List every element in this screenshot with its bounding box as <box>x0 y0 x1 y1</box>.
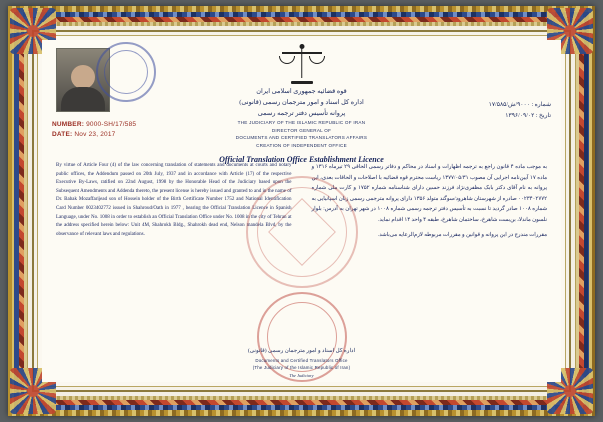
fa-date-label: تاریخ : <box>535 112 551 119</box>
footer-center-block <box>187 347 417 378</box>
header-fa-line-3: پروانه تأسیس دفتر ترجمه رسمی <box>257 110 346 118</box>
persian-paragraph-2: مقررات مندرج در این پروانه و قوانین و مقررات مربوطه لازم‌الرعایه می‌باشد. <box>377 232 547 239</box>
scales-of-justice-icon <box>279 44 325 84</box>
fa-date-value: ۱۳۹۶/۰۹/۰۲ <box>505 112 535 119</box>
number-label: NUMBER: <box>52 121 85 128</box>
document-footer <box>42 318 561 382</box>
footer-fa-office: اداره کل اسناد و امور مترجمان رسمی (قانونی) <box>247 348 356 355</box>
document-title: Official Translation Office Establishment Licence <box>219 155 384 165</box>
footer-en-line-1: Documents and Certified Translators Office <box>255 357 348 363</box>
header-center-block <box>187 44 417 164</box>
document-header <box>42 40 561 165</box>
date-value: Nov 23, 2017 <box>74 130 116 138</box>
header-en-line-2: DIRECTOR GENERAL OF <box>271 127 332 133</box>
english-body-column <box>42 160 302 318</box>
number-value: 9000-SH/17/585 <box>86 121 137 128</box>
persian-body-column <box>302 160 562 318</box>
footer-en-line-2: (The Judiciary of the Islamic Republic of Iran) <box>252 364 351 370</box>
header-right-meta <box>489 100 551 122</box>
fa-number-value: ۹۰۰۰/ش/۱۷/۵۸۵ <box>488 102 530 108</box>
footer-signature-text: The Judiciary <box>289 373 314 378</box>
header-en-line-3: DOCUMENTS AND CERTIFIED TRANSLATORS AFFAIRS <box>235 135 368 141</box>
english-paragraph: By virtue of Article Four (4) of the law concerning translation of statements and documents at courts and notary public offices, the Addendum passed on 20th July, 1937 and in accordance with Article (17) of the respective Executive By-Laws, ratified on 22nd August, 1998 by the Honorable Head of the Judiciary based upon the Subsequent Amendments and Addenda thereto, the present license is hereby issued and granted to and in the name of Dr. Babak Mozaffarijead son of Hossein holder of the Birth Certificate Number 1752 and National Identification Card Number 0023402772 issued in Shahroud/Oath in 1977 , bearing the Official Translation Licence in Spanish Language, under No. 1008 in order to establish an Official Translation Office under No. 1008 in the city of Tehran at the address specified herein below: Unit 4M, Shahrokh Bldg., Shahrokh dead end, Nelson mandela Blvd, by the observance of relevant laws and regulations. <box>56 163 292 237</box>
header-en-line-1: THE JUDICIARY OF THE ISLAMIC REPUBLIC OF IRAN <box>237 120 366 126</box>
certificate-document <box>8 6 595 416</box>
persian-paragraph-1: به موجب ماده ۴ قانون راجع به ترجمه اظهارات و اسناد در محاکم و دفاتر رسمی الحاقی ۲۹ تیرماه ۱۳۱۶ و ماده ۱۷ آیین‌نامه اجرایی آن مصوب ۱۳۷۷/۰۵/۳۱ ریاست محترم قوه قضائیه با اصلاحات و الحاقات بعدی، این پروانه به نام آقای دکتر بابک مظفری‌نژاد فرزند حسین دارای شناسنامه شماره ۱۷۵۲ و کارت ملی شماره ۰۰۲۳۴۰۲۷۷۲ صادره از شهرستان شاهرود/سوگند متولد ۱۳۵۶ دارای پروانه مترجمی رسمی زبان اسپانیایی به شماره ۱۰۰۸ صادر گردید تا نسبت به تأسیس دفتر ترجمه رسمی شماره ۱۰۰۸ در شهر تهران به آدرس: بلوار نلسون ماندلا، بن‌بست شاهرخ، ساختمان شاهرخ، طبقه ۴ واحد ۱۴ اقدام نماید. <box>311 164 548 223</box>
photo-shoulders-shape <box>61 87 105 111</box>
fa-number-label: شماره : <box>531 102 551 108</box>
licence-number-block <box>52 120 136 140</box>
photo-face-shape <box>71 65 95 89</box>
header-fa-line-1: قوه قضائیه جمهوری اسلامی ایران <box>256 88 347 95</box>
date-label: DATE: <box>52 130 73 138</box>
header-en-line-4: CREATION OF INDEPENDENT OFFICE <box>256 142 347 148</box>
header-fa-line-2: اداره کل اسناد و امور مترجمان رسمی (قانونی) <box>239 99 364 107</box>
certificate-inner-page <box>42 40 561 382</box>
blue-office-seal-icon <box>96 42 156 102</box>
